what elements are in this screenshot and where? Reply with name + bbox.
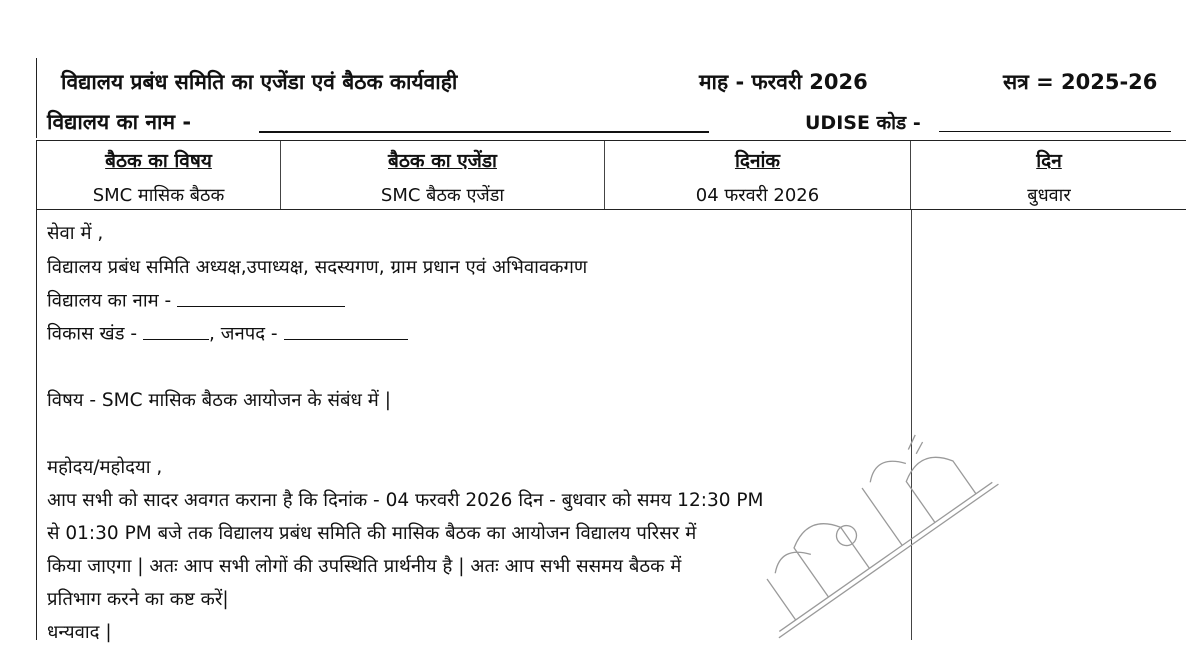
udise-blank: [939, 131, 1171, 132]
subject-line: विषय - SMC मासिक बैठक आयोजन के संबंध में |: [47, 390, 391, 411]
month-label: माह - फरवरी 2026: [699, 70, 868, 94]
title-row: [36, 58, 1187, 102]
paragraph-line: किया जाएगा | अतः आप सभी लोगों की उपस्थिति प्रार्थनीय है | अतः आप सभी ससमय बैठक में: [47, 556, 682, 577]
block-blank: [143, 320, 209, 340]
column-header: दिनांक: [734, 150, 781, 172]
block-label: विकास खंड -: [47, 323, 138, 345]
block-district-line: [47, 320, 408, 346]
paragraph-line: से 01:30 PM बजे तक विद्यालय प्रबंध समिति की मासिक बैठक का आयोजन विद्यालय परिसर में: [47, 523, 697, 544]
closing-line: धन्यवाद |: [47, 622, 112, 643]
meeting-info-table: [36, 140, 1186, 210]
meeting-agenda-cell: [281, 141, 605, 209]
salutation: सेवा में ,: [47, 223, 104, 244]
meeting-day-cell: [911, 141, 1187, 209]
recipients-line: विद्यालय प्रबंध समिति अध्यक्ष,उपाध्यक्ष, सदस्यगण, ग्राम प्रधान एवं अभिवावकगण: [47, 257, 588, 278]
school-row: [36, 102, 1187, 138]
school-name-label: विद्यालय का नाम -: [47, 110, 192, 134]
session-label: सत्र = 2025-26: [1003, 70, 1158, 94]
column-value: SMC मासिक बैठक: [92, 185, 225, 206]
column-value: बुधवार: [1027, 185, 1071, 206]
watermark-logo: [690, 395, 1030, 645]
district-label: , जनपद -: [208, 323, 278, 345]
school-name-line-label: विद्यालय का नाम -: [47, 290, 172, 312]
school-name-blank: [259, 131, 709, 133]
column-value: 04 फरवरी 2026: [695, 185, 820, 206]
column-header: दिन: [1036, 150, 1062, 172]
paragraph-line: आप सभी को सादर अवगत कराना है कि दिनांक - 04 फरवरी 2026 दिन - बुधवार को समय 12:30 PM: [47, 490, 764, 511]
column-header: बैठक का एजेंडा: [388, 150, 497, 172]
column-header: बैठक का विषय: [105, 150, 212, 172]
paragraph-line: प्रतिभाग करने का कष्ट करें|: [47, 589, 229, 610]
udise-label: UDISE कोड -: [805, 112, 921, 134]
document-title: विद्यालय प्रबंध समिति का एजेंडा एवं बैठक कार्यवाही: [61, 70, 458, 94]
school-name-line-blank: [177, 287, 345, 307]
meeting-subject-cell: [37, 141, 281, 209]
district-blank: [284, 320, 408, 340]
meeting-date-cell: [605, 141, 911, 209]
column-value: SMC बैठक एजेंडा: [380, 185, 505, 206]
greeting-line: महोदय/महोदया ,: [47, 457, 163, 478]
school-name-line: [47, 287, 345, 313]
